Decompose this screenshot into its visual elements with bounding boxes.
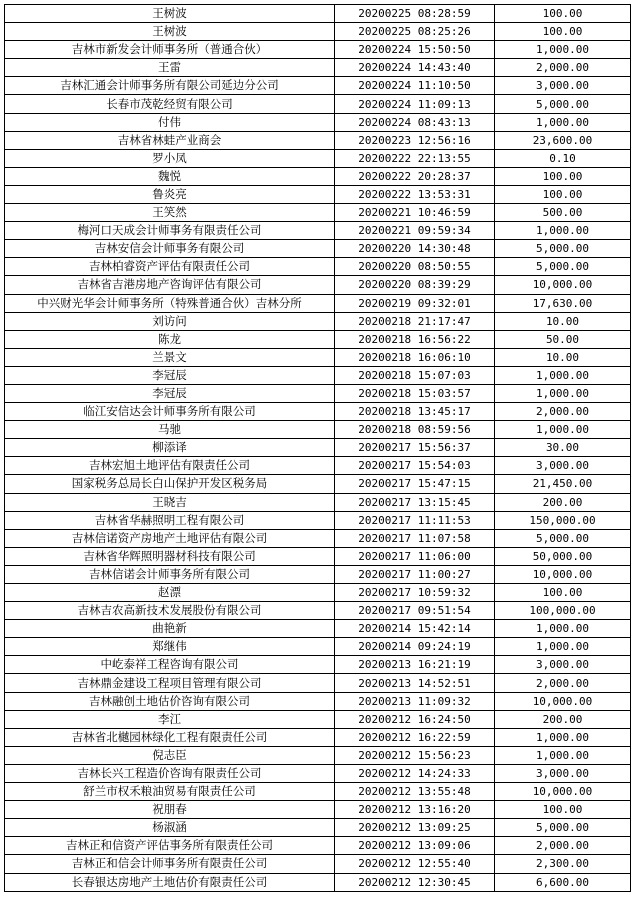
amount-cell: 10.00 [495,312,631,330]
amount-cell: 1,000.00 [495,113,631,131]
donor-name-cell: 赵漂 [5,584,335,602]
timestamp-cell: 20200224 15:50:50 [335,41,495,59]
timestamp-cell: 20200217 11:06:00 [335,547,495,565]
donor-name-cell: 吉林长兴工程造价咨询有限责任公司 [5,764,335,782]
timestamp-cell: 20200214 15:42:14 [335,620,495,638]
donor-name-cell: 梅河口天成会计师事务有限责任公司 [5,222,335,240]
table-row [5,384,631,402]
timestamp-cell: 20200218 15:07:03 [335,366,495,384]
donor-name-cell: 王雷 [5,59,335,77]
amount-cell: 0.10 [495,149,631,167]
timestamp-cell: 20200212 12:55:40 [335,855,495,873]
donor-name-cell: 吉林省北樾园林绿化工程有限责任公司 [5,728,335,746]
timestamp-cell: 20200217 11:00:27 [335,565,495,583]
table-row [5,837,631,855]
amount-cell: 50,000.00 [495,547,631,565]
donor-name-cell: 吉林宏旭土地评估有限责任公司 [5,457,335,475]
amount-cell: 30.00 [495,439,631,457]
table-row [5,348,631,366]
amount-cell: 200.00 [495,710,631,728]
amount-cell: 200.00 [495,493,631,511]
timestamp-cell: 20200218 15:03:57 [335,384,495,402]
timestamp-cell: 20200225 08:25:26 [335,23,495,41]
table-row [5,819,631,837]
timestamp-cell: 20200212 16:22:59 [335,728,495,746]
timestamp-cell: 20200212 14:24:33 [335,764,495,782]
amount-cell: 100,000.00 [495,602,631,620]
amount-cell: 100.00 [495,185,631,203]
table-row [5,620,631,638]
donor-name-cell: 吉林省吉港房地产咨询评估有限公司 [5,276,335,294]
table-row [5,638,631,656]
table-row [5,783,631,801]
donor-name-cell: 吉林省华赫照明工程有限公司 [5,511,335,529]
table-row [5,276,631,294]
table-row [5,167,631,185]
table-row [5,692,631,710]
table-row [5,204,631,222]
donor-name-cell: 刘访问 [5,312,335,330]
donor-name-cell: 吉林安信会计师事务有限公司 [5,240,335,258]
timestamp-cell: 20200217 15:54:03 [335,457,495,475]
table-row [5,529,631,547]
amount-cell: 3,000.00 [495,764,631,782]
timestamp-cell: 20200218 16:56:22 [335,330,495,348]
amount-cell: 5,000.00 [495,95,631,113]
timestamp-cell: 20200212 13:09:06 [335,837,495,855]
amount-cell: 100.00 [495,801,631,819]
table-row [5,222,631,240]
timestamp-cell: 20200212 13:09:25 [335,819,495,837]
timestamp-cell: 20200225 08:28:59 [335,5,495,23]
table-row [5,77,631,95]
donor-name-cell: 魏悦 [5,167,335,185]
donor-name-cell: 柳添译 [5,439,335,457]
amount-cell: 5,000.00 [495,819,631,837]
donor-name-cell: 罗小凤 [5,149,335,167]
donor-name-cell: 王晓吉 [5,493,335,511]
donor-name-cell: 李冠辰 [5,384,335,402]
timestamp-cell: 20200218 16:06:10 [335,348,495,366]
donor-name-cell: 吉林汇通会计师事务所有限公司延边分公司 [5,77,335,95]
amount-cell: 1,000.00 [495,384,631,402]
amount-cell: 50.00 [495,330,631,348]
donor-name-cell: 曲艳新 [5,620,335,638]
amount-cell: 2,000.00 [495,403,631,421]
table-row [5,873,631,891]
donor-name-cell: 国家税务总局长白山保护开发区税务局 [5,475,335,493]
donor-name-cell: 吉林正和信资产评估事务所有限责任公司 [5,837,335,855]
donor-name-cell: 吉林鼎金建设工程项目管理有限公司 [5,674,335,692]
table-row [5,23,631,41]
table-row [5,746,631,764]
amount-cell: 23,600.00 [495,131,631,149]
donor-name-cell: 杨淑涵 [5,819,335,837]
table-row [5,656,631,674]
amount-cell: 1,000.00 [495,746,631,764]
timestamp-cell: 20200217 15:56:37 [335,439,495,457]
amount-cell: 3,000.00 [495,656,631,674]
donor-name-cell: 中兴财光华会计师事务所（特殊普通合伙）吉林分所 [5,294,335,312]
amount-cell: 1,000.00 [495,421,631,439]
amount-cell: 500.00 [495,204,631,222]
table-body [5,5,631,892]
donor-name-cell: 吉林正和信会计师事务所有限责任公司 [5,855,335,873]
table-row [5,728,631,746]
table-row [5,475,631,493]
timestamp-cell: 20200212 15:56:23 [335,746,495,764]
amount-cell: 100.00 [495,584,631,602]
timestamp-cell: 20200212 13:16:20 [335,801,495,819]
table-row [5,113,631,131]
amount-cell: 1,000.00 [495,728,631,746]
timestamp-cell: 20200221 10:46:59 [335,204,495,222]
donor-name-cell: 李江 [5,710,335,728]
table-row [5,457,631,475]
timestamp-cell: 20200212 16:24:50 [335,710,495,728]
timestamp-cell: 20200221 09:59:34 [335,222,495,240]
timestamp-cell: 20200219 09:32:01 [335,294,495,312]
amount-cell: 5,000.00 [495,529,631,547]
table-row [5,511,631,529]
timestamp-cell: 20200224 11:10:50 [335,77,495,95]
table-row [5,294,631,312]
donor-name-cell: 中屹泰祥工程咨询有限公司 [5,656,335,674]
amount-cell: 1,000.00 [495,222,631,240]
timestamp-cell: 20200217 11:07:58 [335,529,495,547]
timestamp-cell: 20200220 08:50:55 [335,258,495,276]
amount-cell: 5,000.00 [495,240,631,258]
donor-name-cell: 长春银达房地产土地估价有限责任公司 [5,873,335,891]
table-row [5,59,631,77]
timestamp-cell: 20200224 11:09:13 [335,95,495,113]
amount-cell: 5,000.00 [495,258,631,276]
table-row [5,602,631,620]
donor-name-cell: 长春市茂乾经贸有限公司 [5,95,335,113]
amount-cell: 10,000.00 [495,692,631,710]
amount-cell: 100.00 [495,23,631,41]
timestamp-cell: 20200213 11:09:32 [335,692,495,710]
timestamp-cell: 20200213 16:21:19 [335,656,495,674]
donor-name-cell: 陈龙 [5,330,335,348]
amount-cell: 150,000.00 [495,511,631,529]
timestamp-cell: 20200218 21:17:47 [335,312,495,330]
timestamp-cell: 20200223 12:56:16 [335,131,495,149]
table-row [5,366,631,384]
amount-cell: 17,630.00 [495,294,631,312]
donor-name-cell: 王树波 [5,5,335,23]
donor-name-cell: 吉林市新发会计师事务所（普通合伙） [5,41,335,59]
table-row [5,131,631,149]
timestamp-cell: 20200222 22:13:55 [335,149,495,167]
table-row [5,312,631,330]
amount-cell: 6,600.00 [495,873,631,891]
table-row [5,565,631,583]
amount-cell: 10,000.00 [495,783,631,801]
donor-name-cell: 临江安信达会计师事务所有限公司 [5,403,335,421]
table-row [5,710,631,728]
table-row [5,5,631,23]
donor-name-cell: 王树波 [5,23,335,41]
table-row [5,439,631,457]
timestamp-cell: 20200224 14:43:40 [335,59,495,77]
timestamp-cell: 20200218 13:45:17 [335,403,495,421]
table-row [5,547,631,565]
table-row [5,41,631,59]
amount-cell: 1,000.00 [495,41,631,59]
amount-cell: 1,000.00 [495,638,631,656]
donor-name-cell: 祝朋春 [5,801,335,819]
table-row [5,421,631,439]
timestamp-cell: 20200214 09:24:19 [335,638,495,656]
amount-cell: 10.00 [495,348,631,366]
amount-cell: 3,000.00 [495,77,631,95]
table-row [5,493,631,511]
table-row [5,801,631,819]
amount-cell: 3,000.00 [495,457,631,475]
amount-cell: 21,450.00 [495,475,631,493]
donor-name-cell: 郑继伟 [5,638,335,656]
donor-name-cell: 吉林信诺资产房地产土地评估有限公司 [5,529,335,547]
amount-cell: 2,300.00 [495,855,631,873]
table-row [5,185,631,203]
timestamp-cell: 20200217 10:59:32 [335,584,495,602]
table-row [5,240,631,258]
timestamp-cell: 20200212 12:30:45 [335,873,495,891]
table-row [5,95,631,113]
donor-name-cell: 吉林省华辉照明器材科技有限公司 [5,547,335,565]
donor-name-cell: 吉林省林蛙产业商会 [5,131,335,149]
timestamp-cell: 20200220 08:39:29 [335,276,495,294]
donor-name-cell: 马驰 [5,421,335,439]
donor-name-cell: 吉林吉农高新技术发展股份有限公司 [5,602,335,620]
table-row [5,674,631,692]
donor-name-cell: 付伟 [5,113,335,131]
timestamp-cell: 20200217 09:51:54 [335,602,495,620]
donor-name-cell: 吉林信诺会计师事务所有限公司 [5,565,335,583]
amount-cell: 10,000.00 [495,565,631,583]
timestamp-cell: 20200217 11:11:53 [335,511,495,529]
timestamp-cell: 20200222 13:53:31 [335,185,495,203]
timestamp-cell: 20200217 15:47:15 [335,475,495,493]
amount-cell: 2,000.00 [495,59,631,77]
donor-name-cell: 鲁炎亮 [5,185,335,203]
table-row [5,855,631,873]
amount-cell: 10,000.00 [495,276,631,294]
donor-name-cell: 王笑然 [5,204,335,222]
donor-name-cell: 吉林柏睿资产评估有限责任公司 [5,258,335,276]
table-row [5,149,631,167]
timestamp-cell: 20200222 20:28:37 [335,167,495,185]
timestamp-cell: 20200217 13:15:45 [335,493,495,511]
amount-cell: 1,000.00 [495,620,631,638]
amount-cell: 1,000.00 [495,366,631,384]
donor-name-cell: 舒兰市权禾粮油贸易有限责任公司 [5,783,335,801]
timestamp-cell: 20200218 08:59:56 [335,421,495,439]
table-row [5,258,631,276]
amount-cell: 100.00 [495,5,631,23]
donation-table [4,4,631,892]
amount-cell: 100.00 [495,167,631,185]
donor-name-cell: 兰景文 [5,348,335,366]
donor-name-cell: 吉林融创土地估价咨询有限公司 [5,692,335,710]
donor-name-cell: 倪志臣 [5,746,335,764]
table-row [5,403,631,421]
donor-name-cell: 李冠辰 [5,366,335,384]
timestamp-cell: 20200212 13:55:48 [335,783,495,801]
timestamp-cell: 20200220 14:30:48 [335,240,495,258]
amount-cell: 2,000.00 [495,674,631,692]
timestamp-cell: 20200224 08:43:13 [335,113,495,131]
table-row [5,584,631,602]
table-row [5,764,631,782]
table-row [5,330,631,348]
timestamp-cell: 20200213 14:52:51 [335,674,495,692]
amount-cell: 2,000.00 [495,837,631,855]
